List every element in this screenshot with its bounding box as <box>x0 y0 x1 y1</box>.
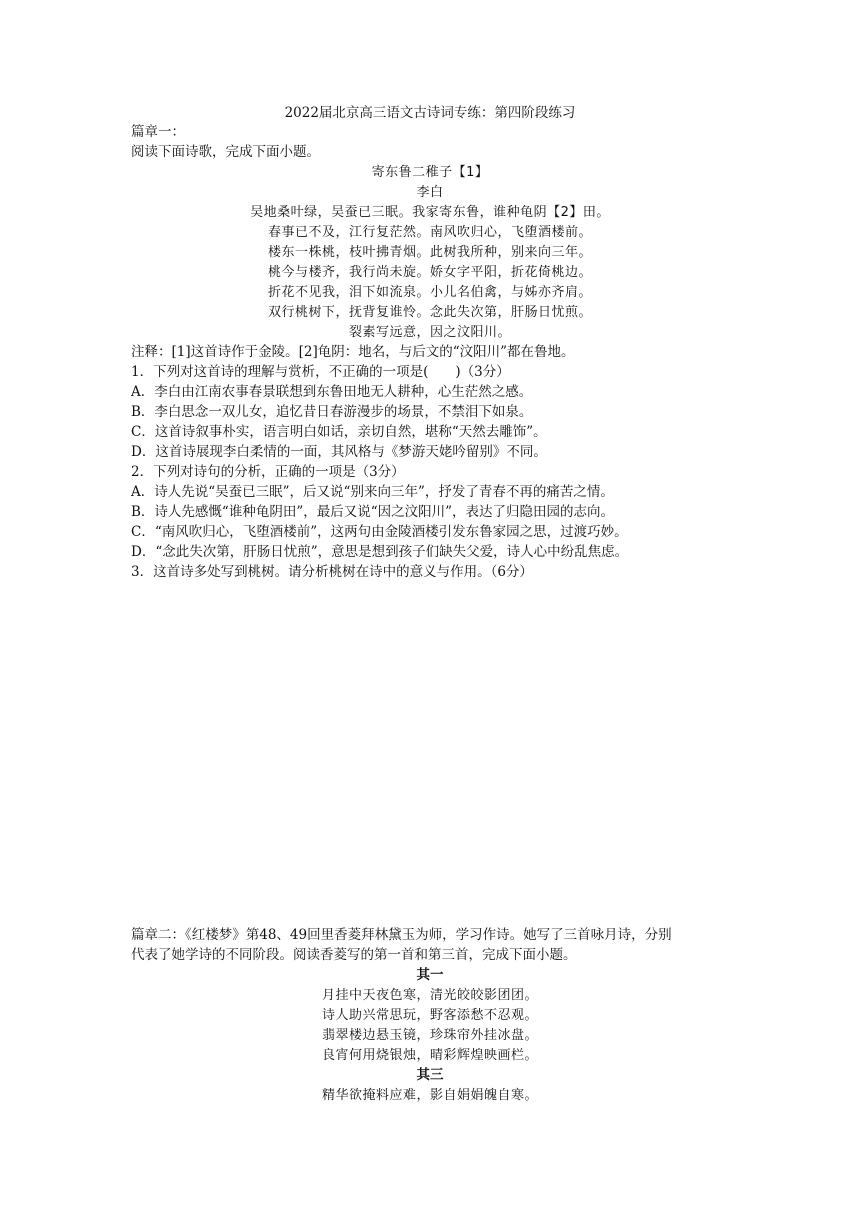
poem-3-line: 精华欲掩料应难，影自娟娟魄自寒。 <box>321 1088 538 1103</box>
question-2-stem: 2．下列对诗句的分析，正确的一项是（3分） <box>131 464 405 480</box>
question-1-option-b: B．李白思念一双儿女，追忆昔日春游漫步的场景，不禁泪下如泉。 <box>131 404 533 420</box>
section1-instruction: 阅读下面诗歌，完成下面小题。 <box>131 144 320 160</box>
document-title: 2022届北京高三语文古诗词专练：第四阶段练习 <box>284 105 576 121</box>
section2-intro-line-2: 代表了她学诗的不同阶段。阅读香菱写的第一首和第三首，完成下面小题。 <box>131 947 577 963</box>
poem-1-title: 其一 <box>416 967 444 983</box>
poem-1-line: 诗人助兴常思玩，野客添愁不忍观。 <box>321 1008 538 1023</box>
poem-line: 双行桃树下，抚背复谁怜。念此失次第，肝肠日忧煎。 <box>267 305 592 320</box>
poem-1-line: 良宵何用烧银烛，晴彩辉煌映画栏。 <box>321 1048 538 1063</box>
poem-author: 李白 <box>416 185 444 200</box>
question-1-option-c: C．这首诗叙事朴实，语言明白如话，亲切自然，堪称“天然去雕饰”。 <box>131 424 547 440</box>
question-3-stem: 3．这首诗多处写到桃树。请分析桃树在诗中的意义与作用。（6分） <box>131 564 533 580</box>
poem-line: 春事已不及，江行复茫然。南风吹归心，飞堕酒楼前。 <box>267 225 592 240</box>
section1-heading: 篇章一： <box>131 124 185 140</box>
poem-3-title: 其三 <box>416 1067 444 1083</box>
question-1-stem: 1．下列对这首诗的理解与赏析，不正确的一项是( )（3分） <box>131 364 510 380</box>
section2-intro-line-1: 篇章二：《红楼梦》第48、49回里香菱拜林黛玉为师，学习作诗。她写了三首咏月诗，分别 <box>131 927 672 943</box>
poem-line: 裂素写远意，因之汶阳川。 <box>348 325 511 340</box>
poem-title: 寄东鲁二稚子【1】 <box>371 165 489 180</box>
question-1-option-d: D．这首诗展现李白柔情的一面，其风格与《梦游天姥吟留别》不同。 <box>131 444 547 460</box>
poem-note: 注释：[1]这首诗作于金陵。[2]龟阴：地名，与后文的“汶阳川”都在鲁地。 <box>131 344 575 360</box>
poem-line: 吴地桑叶绿，吴蚕已三眠。我家寄东鲁，谁种龟阴【2】田。 <box>250 205 610 220</box>
poem-line: 折花不见我，泪下如流泉。小儿名伯禽，与姊亦齐肩。 <box>267 285 592 300</box>
question-2-option-a: A．诗人先说“吴蚕已三眠”，后又说“别来向三年”，抒发了青春不再的痛苦之情。 <box>131 484 614 500</box>
poem-1-line: 月挂中天夜色寒，清光皎皎影团团。 <box>321 988 538 1003</box>
question-2-option-d: D．“念此失次第，肝肠日忧煎”，意思是想到孩子们缺失父爱，诗人心中纷乱焦虑。 <box>131 544 629 560</box>
poem-line: 楼东一株桃，枝叶拂青烟。此树我所种，别来向三年。 <box>267 245 592 260</box>
poem-line: 桃今与楼齐，我行尚未旋。娇女字平阳，折花倚桃边。 <box>267 265 592 280</box>
poem-1-line: 翡翠楼边悬玉镜，珍珠帘外挂冰盘。 <box>321 1028 538 1043</box>
question-2-option-c: C．“南风吹归心，飞堕酒楼前”，这两句由金陵酒楼引发东鲁家园之思，过渡巧妙。 <box>131 524 628 540</box>
question-2-option-b: B．诗人先感慨“谁种龟阴田”，最后又说“因之汶阳川”，表达了归隐田园的志向。 <box>131 504 615 520</box>
question-1-option-a: A．李白由江南农事春景联想到东鲁田地无人耕种，心生茫然之感。 <box>131 384 533 400</box>
